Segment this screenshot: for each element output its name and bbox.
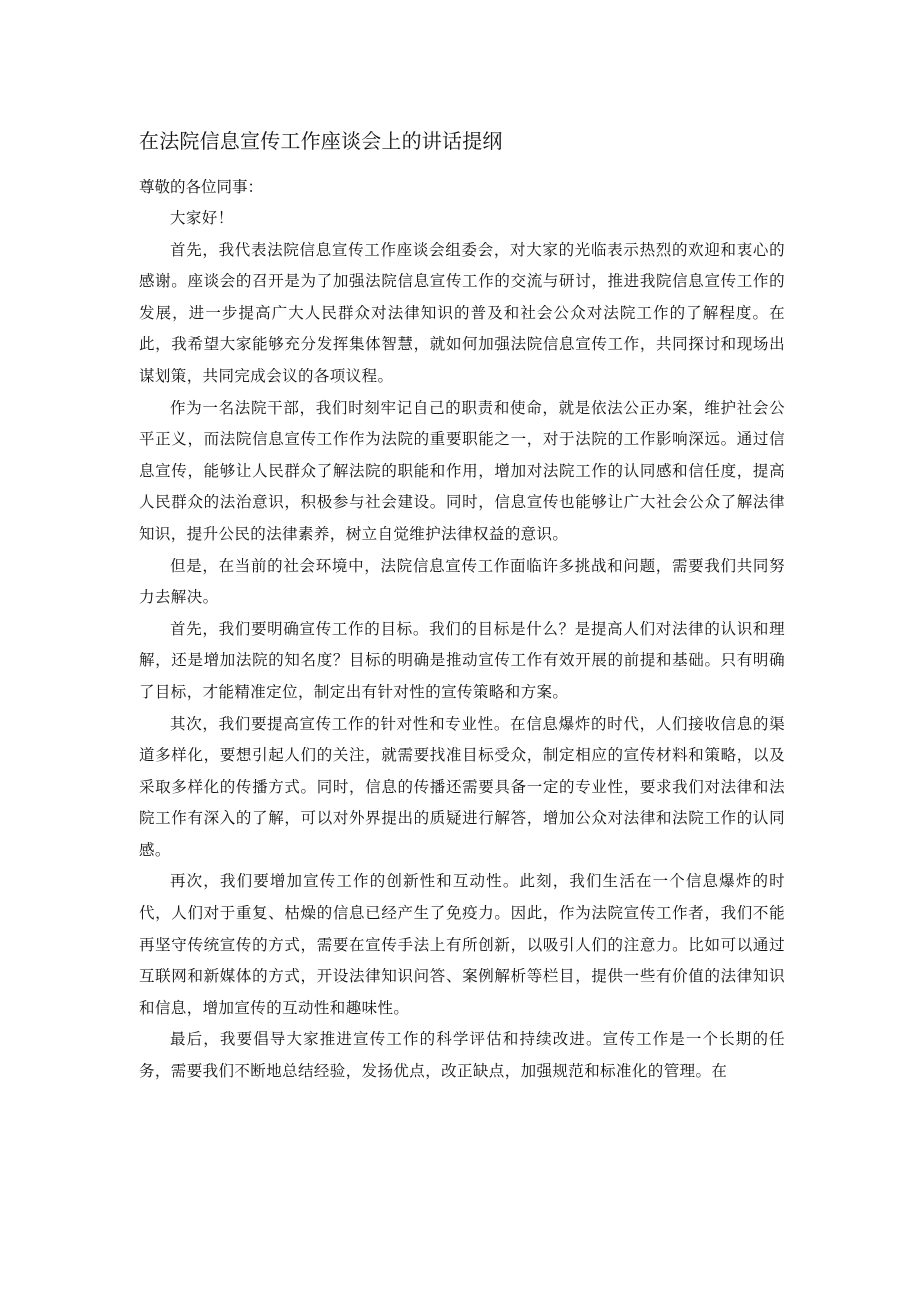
document-body [139, 122, 785, 1088]
paragraph-goal: 首先，我们要明确宣传工作的目标。我们的目标是什么？是提高人们对法律的认识和理解，还是增加法院的知名度？目标的明确是推动宣传工作有效开展的前提和基础。只有明确了目标，才能精准定位，制定出有针对性的宣传策略和方案。 [139, 619, 785, 701]
paragraph-greeting: 大家好！ [170, 209, 234, 227]
paragraph-targeting: 其次，我们要提高宣传工作的针对性和专业性。在信息爆炸的时代，人们接收信息的渠道多样化，要想引起人们的关注，就需要找准目标受众，制定相应的宣传材料和策略，以及采取多样化的传播方式。同时，信息的传播还需要具备一定的专业性，要求我们对法律和法院工作有深入的了解，可以对外界提出的质疑进行解答，增加公众对法律和法院工作的认同感。 [139, 714, 785, 859]
paragraph-innovation: 再次，我们要增加宣传工作的创新性和互动性。此刻，我们生活在一个信息爆炸的时代，人们对于重复、枯燥的信息已经产生了免疫力。因此，作为法院宣传工作者，我们不能再坚守传统宣传的方式，需要在宣传手法上有所创新，以吸引人们的注意力。比如可以通过互联网和新媒体的方式，开设法律知识问答、案例解析等栏目，提供一些有价值的法律知识和信息，增加宣传的互动性和趣味性。 [139, 872, 785, 1017]
document-title: 在法院信息宣传工作座谈会上的讲话提纲 [139, 129, 503, 153]
paragraph-challenges: 但是，在当前的社会环境中，法院信息宣传工作面临许多挑战和问题，需要我们共同努力去解决。 [139, 556, 785, 607]
salutation: 尊敬的各位同事： [139, 178, 264, 196]
paragraph-role: 作为一名法院干部，我们时刻牢记自己的职责和使命，就是依法公正办案，维护社会公平正义，而法院信息宣传工作作为法院的重要职能之一，对于法院的工作影响深远。通过信息宣传，能够让人民群众了解法院的职能和作用，增加对法院工作的认同感和信任度，提高人民群众的法治意识，积极参与社会建设。同时，信息宣传也能够让广大社会公众了解法律知识，提升公民的法律素养，树立自觉维护法律权益的意识。 [139, 398, 785, 543]
paragraph-evaluation: 最后，我要倡导大家推进宣传工作的科学评估和持续改进。宣传工作是一个长期的任务，需要我们不断地总结经验，发扬优点，改正缺点，加强规范和标准化的管理。在 [139, 1030, 785, 1081]
paragraph-opening: 首先，我代表法院信息宣传工作座谈会组委会，对大家的光临表示热烈的欢迎和衷心的感谢。座谈会的召开是为了加强法院信息宣传工作的交流与研讨，推进我院信息宣传工作的发展，进一步提高广大人民群众对法律知识的普及和社会公众对法院工作的了解程度。在此，我希望大家能够充分发挥集体智慧，就如何加强法院信息宣传工作，共同探讨和现场出谋划策，共同完成会议的各项议程。 [139, 240, 785, 385]
